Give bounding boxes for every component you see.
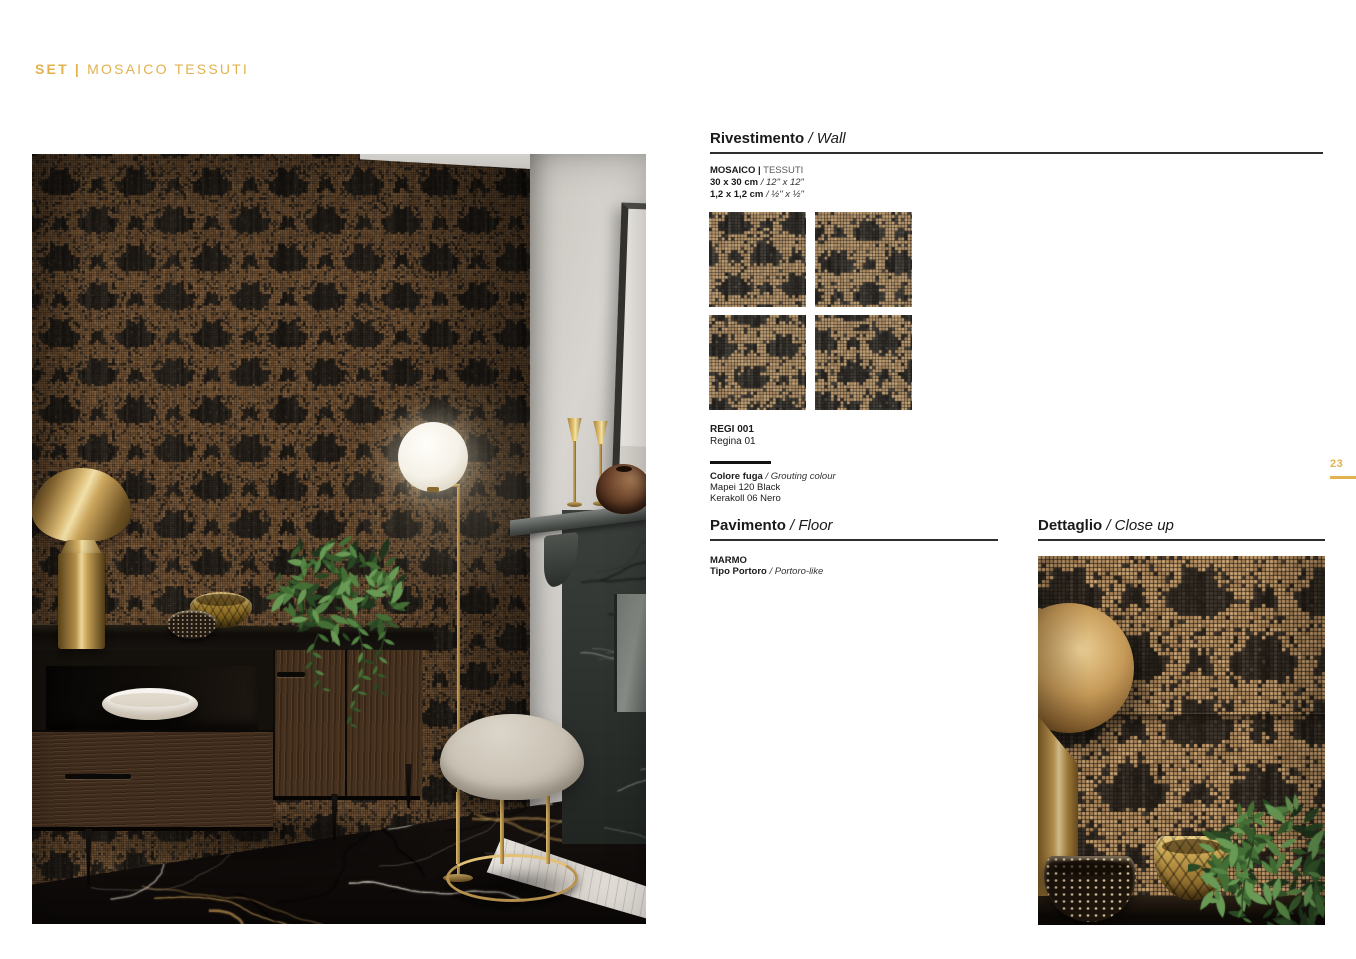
- floor-lamp-joint: [427, 487, 439, 492]
- sideboard-edge: [32, 827, 273, 831]
- tile-swatch: [815, 315, 912, 410]
- pouf-cushion: [440, 714, 584, 800]
- trailing-plant: [260, 536, 422, 732]
- tile-swatch: [815, 212, 912, 307]
- tile-swatch: [709, 315, 806, 410]
- tile-swatch-grid: [709, 212, 912, 410]
- fireplace-panel: [614, 594, 646, 712]
- section-title-detail: Dettaglio / Close up: [1038, 517, 1174, 534]
- page-header: [35, 61, 249, 77]
- sideboard-edge: [273, 796, 420, 800]
- candlestick: [566, 418, 583, 508]
- section-title-wall: Rivestimento / Wall: [710, 130, 846, 147]
- page-title: MOSAICO TESSUTI: [87, 61, 250, 77]
- rule-floor: [710, 539, 998, 541]
- grout-swatch: [710, 461, 771, 464]
- grout-block: Colore fuga / Grouting colour Mapei 120 Black Kerakoll 06 Nero: [710, 471, 836, 505]
- white-bowl: [102, 688, 198, 720]
- plant-closeup: [1188, 778, 1325, 925]
- pouf-ring-base: [446, 854, 578, 902]
- product-code: REGI 001: [710, 424, 754, 435]
- product-specs: MOSAICO | TESSUTI 30 x 30 cm / 12" x 12" 1,2 x 1,2 cm / ½" x ½": [710, 165, 804, 200]
- sideboard-drawer: [32, 730, 273, 831]
- page-number: 23: [1330, 458, 1344, 470]
- closeup-photo: [1038, 556, 1325, 925]
- room-photo: [32, 154, 646, 924]
- floor-specs: MARMO Tipo Portoro / Portoro-like: [710, 555, 824, 578]
- pouf-leg: [500, 798, 504, 864]
- header-divider: |: [74, 61, 82, 77]
- table-lamp-base: [58, 553, 105, 649]
- rule-detail: [1038, 539, 1325, 541]
- product-code-block: [710, 424, 756, 448]
- glass-vase: [596, 464, 646, 514]
- floor-lamp-globe: [398, 422, 468, 492]
- pouf-leg: [546, 792, 550, 864]
- tile-swatch: [709, 212, 806, 307]
- drawer-handle: [65, 774, 131, 779]
- collection-code: SET: [35, 61, 69, 77]
- rule-wall: [710, 152, 1323, 154]
- section-title-floor: Pavimento / Floor: [710, 517, 833, 534]
- page-number-underline: [1330, 476, 1356, 479]
- product-name: Regina 01: [710, 436, 756, 447]
- pouf-leg: [456, 792, 460, 864]
